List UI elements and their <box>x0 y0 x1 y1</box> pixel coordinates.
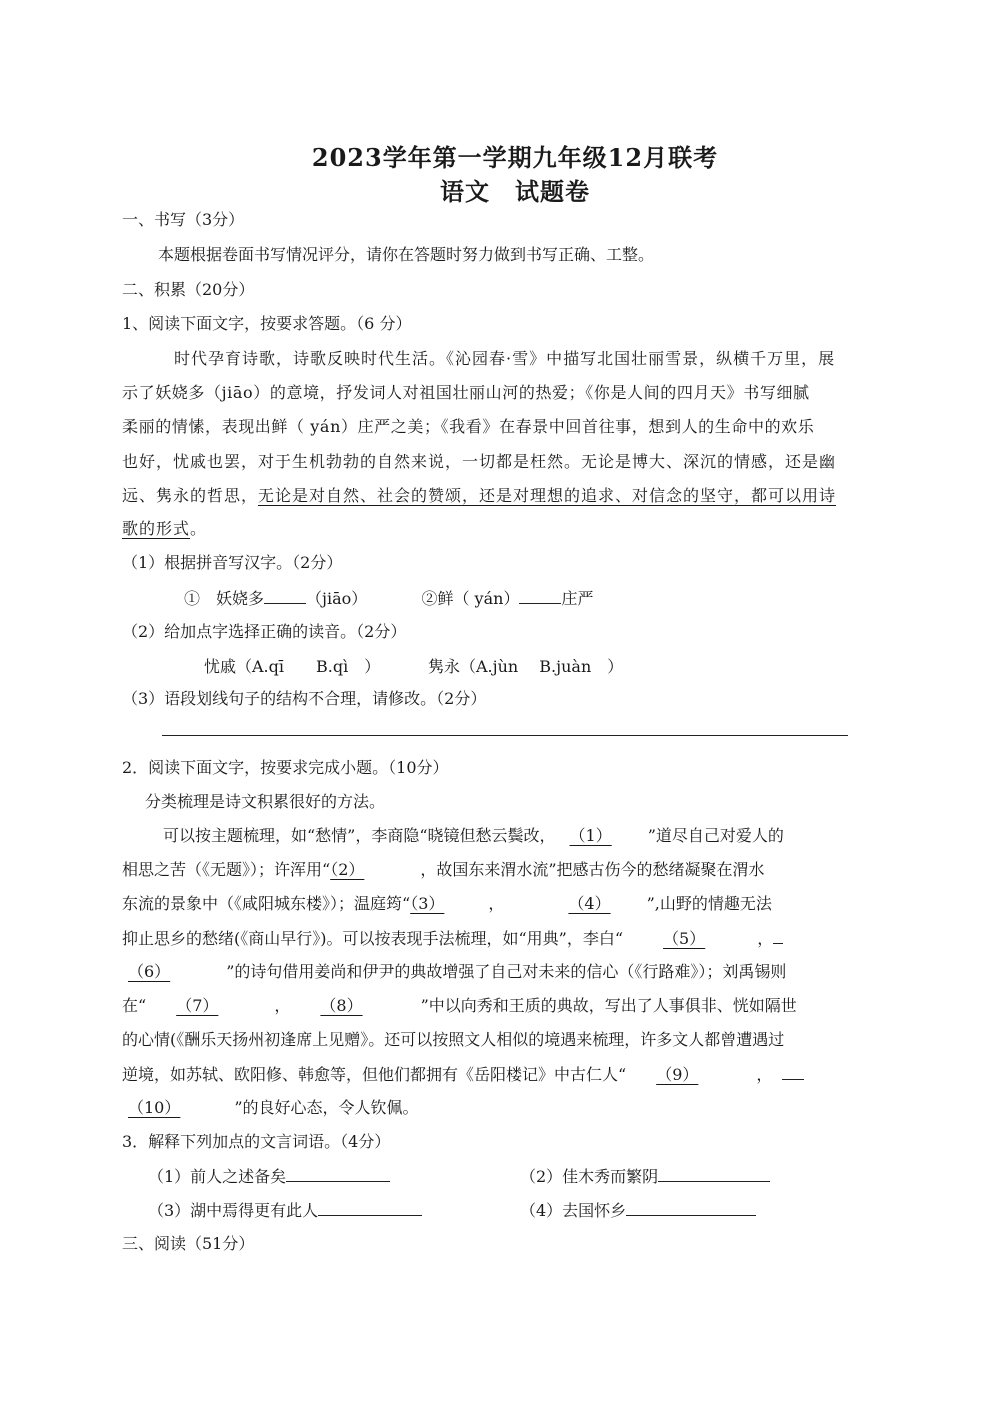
q2-text: 逆境，如苏轼、欧阳修、韩愈等，但他们都拥有《岳阳楼记》中古仁人“ <box>122 1065 627 1084</box>
q1-passage-line1: 时代孕育诗歌，诗歌反映时代生活。《沁园春·雪》中描写北国壮丽雪景，纵横千万里，展 <box>174 349 836 368</box>
q2-stem: 2．阅读下面文字，按要求完成小题。（10分） <box>122 758 449 777</box>
blank-8-label: （8） <box>320 996 363 1015</box>
item-b-label: ②鲜（ yán） <box>421 589 520 608</box>
q2-text: ”,山野的情趣无法 <box>646 894 772 913</box>
q2-text: 在“ <box>122 996 147 1015</box>
q2-line5 <box>122 961 786 983</box>
q3-stem: 3．解释下列加点的文言词语。（4分） <box>122 1132 391 1151</box>
q2-text: ， <box>488 894 505 913</box>
blank-continuation <box>782 1063 804 1080</box>
underlined-sentence-end: 歌的形式 <box>122 519 191 538</box>
blank-continuation <box>773 927 783 944</box>
q2-text: ， <box>274 996 291 1015</box>
blank-10[interactable] <box>122 1098 234 1117</box>
blank-5-label: （5） <box>663 929 706 948</box>
q3-item3 <box>148 1199 422 1222</box>
blank-4[interactable] <box>538 894 646 913</box>
blank-5[interactable] <box>623 929 757 948</box>
q3-answer-blank-4[interactable] <box>626 1199 756 1216</box>
q1-sub1: （1）根据拼音写汉字。（2分） <box>122 553 343 572</box>
q2-line9 <box>122 1097 419 1119</box>
q1-stem: 1、阅读下面文字，按要求答题。（6 分） <box>122 314 412 333</box>
underlined-sentence: 无论是对自然、社会的赞颂，还是对理想的追求、对信念的坚守，都可以用诗 <box>258 486 837 505</box>
q2-line8 <box>122 1063 804 1086</box>
blank-2-label: （2） <box>330 860 365 879</box>
blank-10-label: （10） <box>128 1098 181 1117</box>
blank-9[interactable] <box>626 1065 756 1084</box>
blank-7[interactable] <box>146 996 274 1015</box>
q3-answer-blank-2[interactable] <box>658 1165 770 1182</box>
q2-line3 <box>122 893 772 915</box>
q1-sub2: （2）给加点字选择正确的读音。（2分） <box>122 622 407 641</box>
q1-sub2-option-b: 隽永（A.jùn B.juàn ） <box>428 657 624 676</box>
blank-2[interactable] <box>330 860 420 879</box>
passage-text: 远、隽永的哲思， <box>122 486 259 505</box>
q1-sub3: （3）语段划线句子的结构不合理，请修改。（2分） <box>122 689 487 708</box>
q1-sub3-answer-line[interactable] <box>162 735 848 736</box>
q2-line2 <box>122 859 765 881</box>
section3-heading: 三、阅读（51分） <box>122 1234 255 1253</box>
q2-line6 <box>122 995 797 1017</box>
q3-item1-text: （1）前人之述备矣 <box>148 1167 287 1186</box>
exam-subtitle: 语文 试题卷 <box>440 177 590 206</box>
blank-9-label: （9） <box>656 1065 699 1084</box>
answer-blank-a[interactable] <box>264 587 306 604</box>
blank-3[interactable] <box>410 894 488 913</box>
passage-period: 。 <box>190 519 208 538</box>
q3-item2 <box>520 1165 770 1188</box>
blank-4-label: （4） <box>568 894 611 913</box>
q2-text: ”的良好心态，令人钦佩。 <box>234 1098 419 1117</box>
section2-heading: 二、积累（20分） <box>122 280 255 299</box>
blank-1-label: （1） <box>569 826 612 845</box>
q2-text: 东流的景象中（《咸阳城东楼》）；温庭筠“ <box>122 894 411 913</box>
blank-7-label: （7） <box>176 996 219 1015</box>
q2-line4 <box>122 927 783 950</box>
q3-item4-text: （4）去国怀乡 <box>520 1201 627 1220</box>
section1-text: 本题根据卷面书写情况评分，请你在答题时努力做到书写正确、工整。 <box>158 245 655 264</box>
blank-6-label: （6） <box>128 962 171 981</box>
answer-blank-b[interactable] <box>519 587 561 604</box>
q3-item1 <box>148 1165 390 1188</box>
q3-item3-text: （3）湖中焉得更有此人 <box>148 1201 319 1220</box>
q2-intro: 分类梳理是诗文积累很好的方法。 <box>145 792 386 811</box>
q1-passage-line6 <box>122 518 207 540</box>
q3-answer-blank-3[interactable] <box>318 1199 422 1216</box>
blank-1[interactable] <box>556 826 648 845</box>
q3-answer-blank-1[interactable] <box>286 1165 390 1182</box>
blank-3-label: （3） <box>410 894 445 913</box>
q1-passage-line2: 示了妖娆多（jiāo）的意境，抒发词人对祖国壮丽山河的热爱；《你是人间的四月天》书写细腻 <box>122 383 810 402</box>
section1-heading: 一、书写（3分） <box>122 210 245 229</box>
q2-line1 <box>163 825 784 847</box>
q1-sub1-items <box>184 587 593 610</box>
q2-text: 相思之苦（《无题》）；许浑用“ <box>122 860 331 879</box>
q3-item2-text: （2）佳木秀而繁阴 <box>520 1167 659 1186</box>
q2-text: ， <box>756 1065 773 1084</box>
q3-item4 <box>520 1199 756 1222</box>
q2-text: ”的诗句借用姜尚和伊尹的典故增强了自己对未来的信心（《行路难》）；刘禹锡则 <box>226 962 787 981</box>
q2-text: ，故国东来渭水流”把感古伤今的愁绪凝聚在渭水 <box>420 860 765 879</box>
blank-8[interactable] <box>290 996 420 1015</box>
q2-line7: 的心情(《酬乐天扬州初逢席上见赠》。还可以按照文人相似的境遇来梳理，许多文人都曾遭遇过 <box>122 1030 785 1049</box>
q1-passage-line3: 柔丽的情愫，表现出鲜（ yán）庄严之美；《我看》在春景中回首往事，想到人的生命中的欢乐 <box>122 417 815 436</box>
q2-text: 可以按主题梳理，如“愁情”，李商隐“晓镜但愁云鬓改， <box>163 826 556 845</box>
item-a-pinyin: （jiāo） <box>306 589 368 608</box>
q2-text: 抑止思乡的愁绪(《商山早行》)。可以按表现手法梳理，如“用典”，李白“ <box>122 929 624 948</box>
q2-text: ”中以向秀和王质的典故，写出了人事俱非、恍如隔世 <box>420 996 797 1015</box>
q1-sub2-option-a: 忧戚（A.qī B.qì ） <box>204 657 381 676</box>
q2-text: ”道尽自己对爱人的 <box>647 826 784 845</box>
q2-text: ， <box>757 929 774 948</box>
item-b-after: 庄严 <box>561 589 594 608</box>
blank-6[interactable] <box>122 962 226 981</box>
q1-passage-line4: 也好，忧戚也罢，对于生机勃勃的自然来说，一切都是枉然。无论是博大、深沉的情感，还是幽 <box>122 452 837 471</box>
q1-passage-line5 <box>122 485 836 507</box>
item-a-label: ① 妖娆多 <box>184 589 265 608</box>
exam-title: 2023学年第一学期九年级12月联考 <box>311 143 719 172</box>
